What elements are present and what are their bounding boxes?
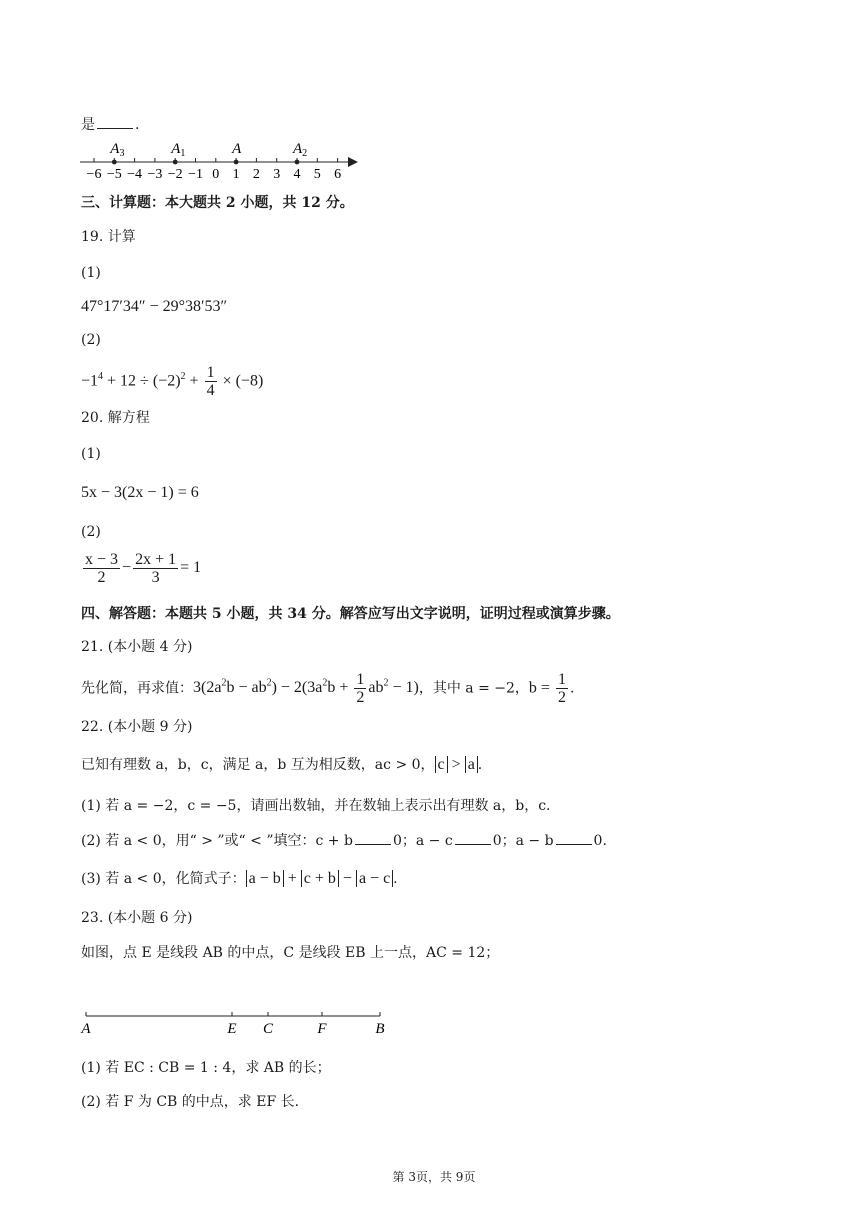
fraction-numerator: 1 [557,670,566,688]
number-line-point-label: $A_3$ [110,141,125,159]
fraction [83,551,120,586]
text: (3) 若 a < 0，化简式子： [81,871,246,887]
segment-diagram [78,1008,398,1044]
number-line-point [173,160,178,165]
q23-part2: (2) 若 F 为 CB 的中点，求 EF 长. [81,1094,300,1110]
number-line-tick-label: 1 [232,167,240,182]
q22-stmt [81,755,482,775]
abs-value: c [435,756,448,773]
expr-term: + [185,372,203,390]
expr-term: ab [368,679,384,697]
answer-blank [97,114,133,129]
q18-tail [81,114,139,135]
q23-stmt: 如图，点 E 是线段 AB 的中点，C 是线段 EB 上一点，AC = 12； [81,945,500,961]
fraction [205,364,217,399]
exponent: 2 [221,678,227,689]
expr-term: b − ab [226,679,267,697]
q20-part1-label: (1) [81,446,101,462]
q23-part1: (1) 若 EC : CB = 1 : 4，求 AB 的长； [81,1060,331,1076]
q20-expr2 [81,550,201,586]
number-line-tick-label: −1 [188,167,203,182]
abs-value: a [465,756,478,773]
answer-blank [455,830,491,845]
number-line-point-label: $A_2$ [293,141,308,159]
text: ，其中 a = −2， [418,680,529,697]
fraction [556,671,568,706]
abs-value: a − c [356,870,393,887]
text: (2) 若 a < 0，用“ > ”或“ < ”填空：c + b [81,833,353,849]
answer-blank [355,830,391,845]
q20-expr1: 5x − 3(2x − 1) = 6 [81,484,199,501]
abs-value: c + b [301,870,339,887]
exponent: 2 [266,678,272,689]
fraction-denominator: 2 [557,688,566,706]
text: . [393,871,398,887]
segment-point-label: A [81,1021,91,1037]
number-line-tick-label: −2 [167,167,183,182]
number-line-tick-label: 0 [212,167,220,182]
section4-title: 四、解答题：本题共 5 小题，共 34 分。解答应写出文字说明，证明过程或演算步骤。 [81,606,620,622]
text: 0；a − c [392,833,453,849]
q21-label: 21. (本小题 4 分) [81,639,193,655]
expr-term: −1 [81,372,99,390]
section3-title: 三、计算题：本大题共 2 小题，共 12 分。 [81,195,354,211]
abs-value: a − b [246,870,284,887]
q20-part2-label: (2) [81,524,101,540]
q20-label: 20. 解方程 [81,410,150,426]
text: . [569,680,575,697]
text: 已知有理数 a，b，c，满足 a，b 互为相反数，ac > 0， [81,757,435,773]
expr-term: 3(2a [193,679,222,697]
page-footer: 第 3页，共 9页 [392,1170,476,1184]
q19-part2-label: (2) [81,332,101,348]
fraction [133,551,178,586]
number-line-point [112,160,117,165]
number-line-tick-label: 6 [334,167,342,182]
number-line [78,138,378,186]
expr-term: + [283,870,301,887]
segment-point-label: F [317,1021,327,1037]
exponent: 2 [322,678,328,689]
fraction-denominator: 2 [356,689,365,707]
exponent: 4 [98,371,104,382]
fraction-numerator: 1 [356,671,365,689]
q22-part1: (1) 若 a = −2，c = −5，请画出数轴，并在数轴上表示出有理数 a，b，c. [81,798,551,814]
expr-term: ) − 2(3a [271,679,323,697]
expr-term: > [447,756,465,773]
q19-part1-label: (1) [81,265,101,281]
number-line-tick-label: 2 [252,167,260,182]
number-line-tick-label: −4 [127,167,143,182]
number-line-tick-label: −5 [106,167,122,182]
q21-stmt [81,666,574,706]
expr-term: − [338,870,356,887]
exponent: 2 [180,371,186,382]
number-line-tick-label: −6 [86,167,102,182]
segment-point-label: E [227,1021,237,1037]
q19-expr1: 47°17′34″ − 29°38′53″ [81,298,228,315]
q21-expr [193,671,419,707]
q19-expr2 [81,360,263,399]
q22-part3 [81,869,398,889]
fraction-numerator: 1 [206,364,215,382]
expr-term: (−2) [152,372,181,390]
answer-blank [556,830,592,845]
fraction-denominator: 4 [206,382,215,400]
expr-term: + 12 ÷ [103,372,153,390]
expr-term: − 1) [388,679,419,697]
text: 0；a − b [492,833,554,849]
q22-part2 [81,830,607,851]
number-line-point-label: A [232,141,242,157]
fraction-denominator: 3 [151,568,160,586]
number-line-point-label: $A_1$ [171,141,186,159]
segment-point-label: C [262,1021,274,1037]
number-line-point [234,160,239,165]
q18-tail-text: 是 [81,117,95,133]
q19-label: 19. 计算 [81,229,136,245]
number-line-point [295,160,300,165]
q23-label: 23. (本小题 6 分) [81,910,193,926]
exponent: 2 [383,678,389,689]
expr-term: b + [327,679,353,697]
fraction-numerator: x − 3 [85,550,119,568]
number-line-tick-label: 5 [313,167,321,182]
q22-label: 22. (本小题 9 分) [81,719,193,735]
expr-term: − [122,559,132,576]
text: 0. [593,833,607,849]
number-line-tick-label: 4 [293,167,301,182]
number-line-tick-label: −3 [147,167,163,182]
q18-tail-end: . [135,117,140,133]
expr-term: = 1 [180,559,202,576]
fraction-denominator: 2 [97,568,106,586]
segment-point-label: B [375,1021,385,1037]
fraction [354,671,366,706]
fraction-numerator: 2x + 1 [135,550,177,568]
expr-term: b = [528,679,554,697]
text: . [477,757,483,773]
number-line-tick-label: 3 [273,167,281,182]
text: 先化简，再求值： [81,680,193,697]
expr-term: × (−8) [218,372,264,390]
